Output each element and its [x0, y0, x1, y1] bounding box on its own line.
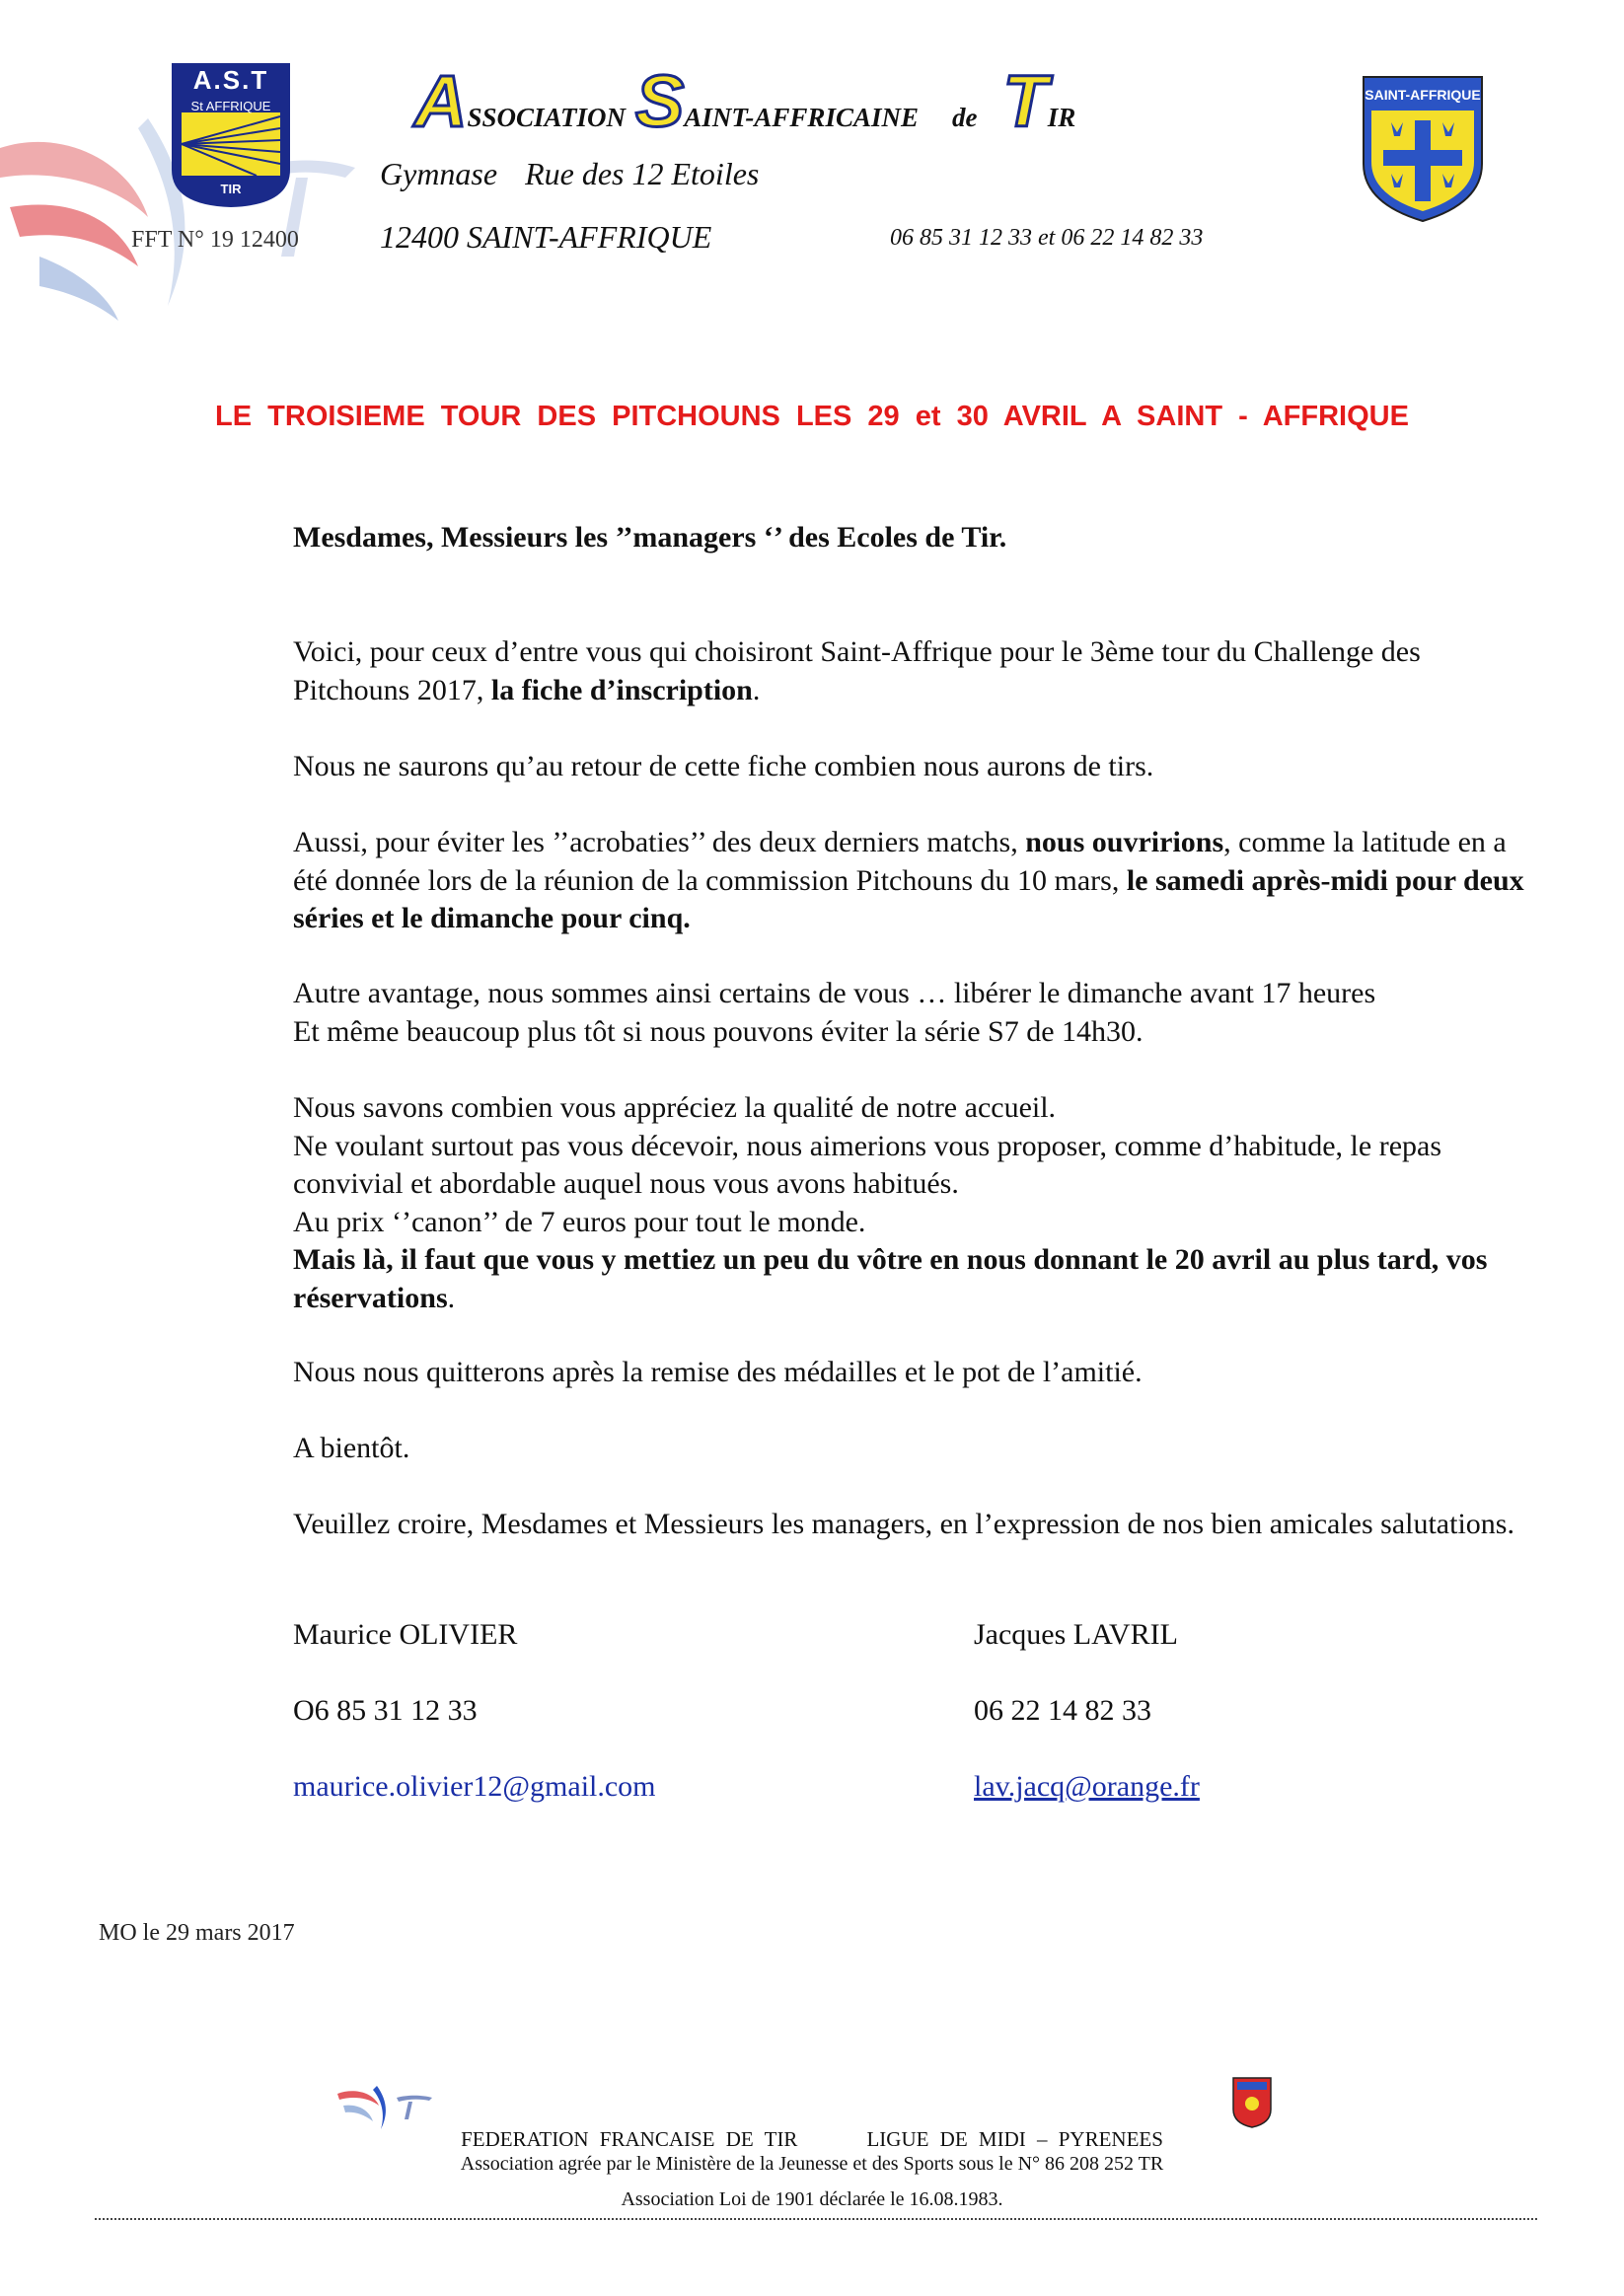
signatory-phone-2: 06 22 14 82 33	[974, 1694, 1151, 1727]
title-initial-t: T	[1002, 60, 1048, 142]
paragraph-medailles: Nous nous quitterons après la remise des médailles et le pot de l’amitié.	[293, 1356, 1143, 1388]
address-rue: Rue des 12 Etoiles	[525, 156, 760, 191]
paragraph-salutations: Veuillez croire, Mesdames et Messieurs les managers, en l’expression de nos bien amicales salutations.	[293, 1508, 1514, 1540]
address-street	[380, 156, 759, 192]
p5-line1: Nous savons combien vous appréciez la qualité de notre accueil.	[293, 1091, 1057, 1124]
footer-ligue: LIGUE DE MIDI – PYRENEES	[866, 2127, 1163, 2151]
title-word-saint-affricaine: AINT-AFFRICAINE	[684, 103, 919, 132]
paragraph-avantage	[293, 975, 1536, 1051]
header-phones: 06 85 31 12 33 et 06 22 14 82 33	[890, 225, 1204, 251]
signatory-name-2: Jacques LAVRIL	[974, 1618, 1178, 1651]
signatory-email-1[interactable]: maurice.olivier12@gmail.com	[293, 1770, 656, 1803]
paragraph-ouverture	[293, 824, 1536, 938]
ast-club-logo	[168, 61, 294, 209]
footer-organisations	[0, 2127, 1624, 2152]
title-initial-s: S	[635, 60, 685, 142]
ast-logo-initials: A.S.T	[192, 65, 269, 95]
address-city: 12400 SAINT-AFFRIQUE	[380, 219, 712, 255]
title-word-association: SSOCIATION	[467, 103, 627, 132]
p1-text: Voici, pour ceux d’entre vous qui choisiront Saint-Affrique pour le 3ème tour du Challenge des Pitchouns 2017,	[293, 635, 1421, 706]
ast-logo-tir: TIR	[220, 182, 242, 196]
saint-affrique-shield-icon	[1362, 75, 1484, 223]
footer-fft-logo	[333, 2080, 442, 2131]
letter-greeting: Mesdames, Messieurs les ’’managers ‘’ des Ecoles de Tir.	[293, 521, 1007, 554]
association-title	[414, 60, 1302, 142]
footer-ligue-logo	[1231, 2076, 1273, 2129]
p1-bold: la fiche d’inscription	[490, 673, 753, 706]
signatory-phone-1: O6 85 31 12 33	[293, 1694, 478, 1727]
ast-logo-town: St AFFRIQUE	[190, 99, 271, 113]
letter-headline: LE TROISIEME TOUR DES PITCHOUNS LES 29 et 30 AVRIL A SAINT - AFFRIQUE	[215, 401, 1409, 432]
footer-loi: Association Loi de 1901 déclarée le 16.08.1983.	[621, 2188, 1003, 2210]
p5-line3: Au prix ‘’canon’’ de 7 euros pour tout le monde.	[293, 1205, 866, 1238]
p3-bold-a: nous ouvririons	[1025, 826, 1224, 858]
p1-end: .	[752, 673, 761, 706]
footer-federation: FEDERATION FRANCAISE DE TIR	[461, 2127, 798, 2151]
p5-line4-end: .	[447, 1281, 456, 1314]
address-gymnase: Gymnase	[380, 156, 498, 191]
p3-bold-b: le samedi après-midi pour deux séries et le dimanche pour cinq.	[293, 863, 1524, 934]
title-word-de: de	[952, 103, 978, 132]
signatory-name-1: Maurice OLIVIER	[293, 1618, 518, 1651]
paragraph-intro	[293, 633, 1536, 709]
fft-number: FFT N° 19 12400	[131, 227, 299, 253]
date-line: MO le 29 mars 2017	[99, 1920, 295, 1946]
p4-line2: Et même beaucoup plus tôt si nous pouvons éviter la série S7 de 14h30.	[293, 1014, 1144, 1048]
p3-text-b: , comme la latitude en a été donnée lors de la réunion de la commission Pitchouns du 10 mars,	[293, 826, 1507, 897]
title-initial-a: A	[414, 60, 468, 142]
city-shield-label: SAINT-AFFRIQUE	[1365, 87, 1481, 103]
paragraph-tirs: Nous ne saurons qu’au retour de cette fiche combien nous aurons de tirs.	[293, 750, 1154, 782]
p5-line4-bold: Mais là, il faut que vous y mettiez un peu du vôtre en nous donnant le 20 avril au plus tard, vos réservations	[293, 1243, 1488, 1314]
title-word-tir: IR	[1047, 103, 1076, 132]
paragraph-a-bientot: A bientôt.	[293, 1432, 410, 1464]
footer-agreement: Association agrée par le Ministère de la Jeunesse et des Sports sous le N° 86 208 252 TR	[460, 2153, 1164, 2175]
p4-line1: Autre avantage, nous sommes ainsi certains de vous … libérer le dimanche avant 17 heures	[293, 977, 1376, 1009]
p5-line2: Ne voulant surtout pas vous décevoir, nous aimerions vous proposer, comme d’habitude, le repas convivial et abordable auquel nous vous avons habitués.	[293, 1129, 1441, 1200]
p3-text-a: Aussi, pour éviter les ’’acrobaties’’ des deux derniers matchs,	[293, 826, 1026, 858]
signatory-email-link-2[interactable]: lav.jacq@orange.fr	[974, 1770, 1200, 1803]
paragraph-repas	[293, 1089, 1536, 1317]
footer-divider	[95, 2218, 1537, 2220]
